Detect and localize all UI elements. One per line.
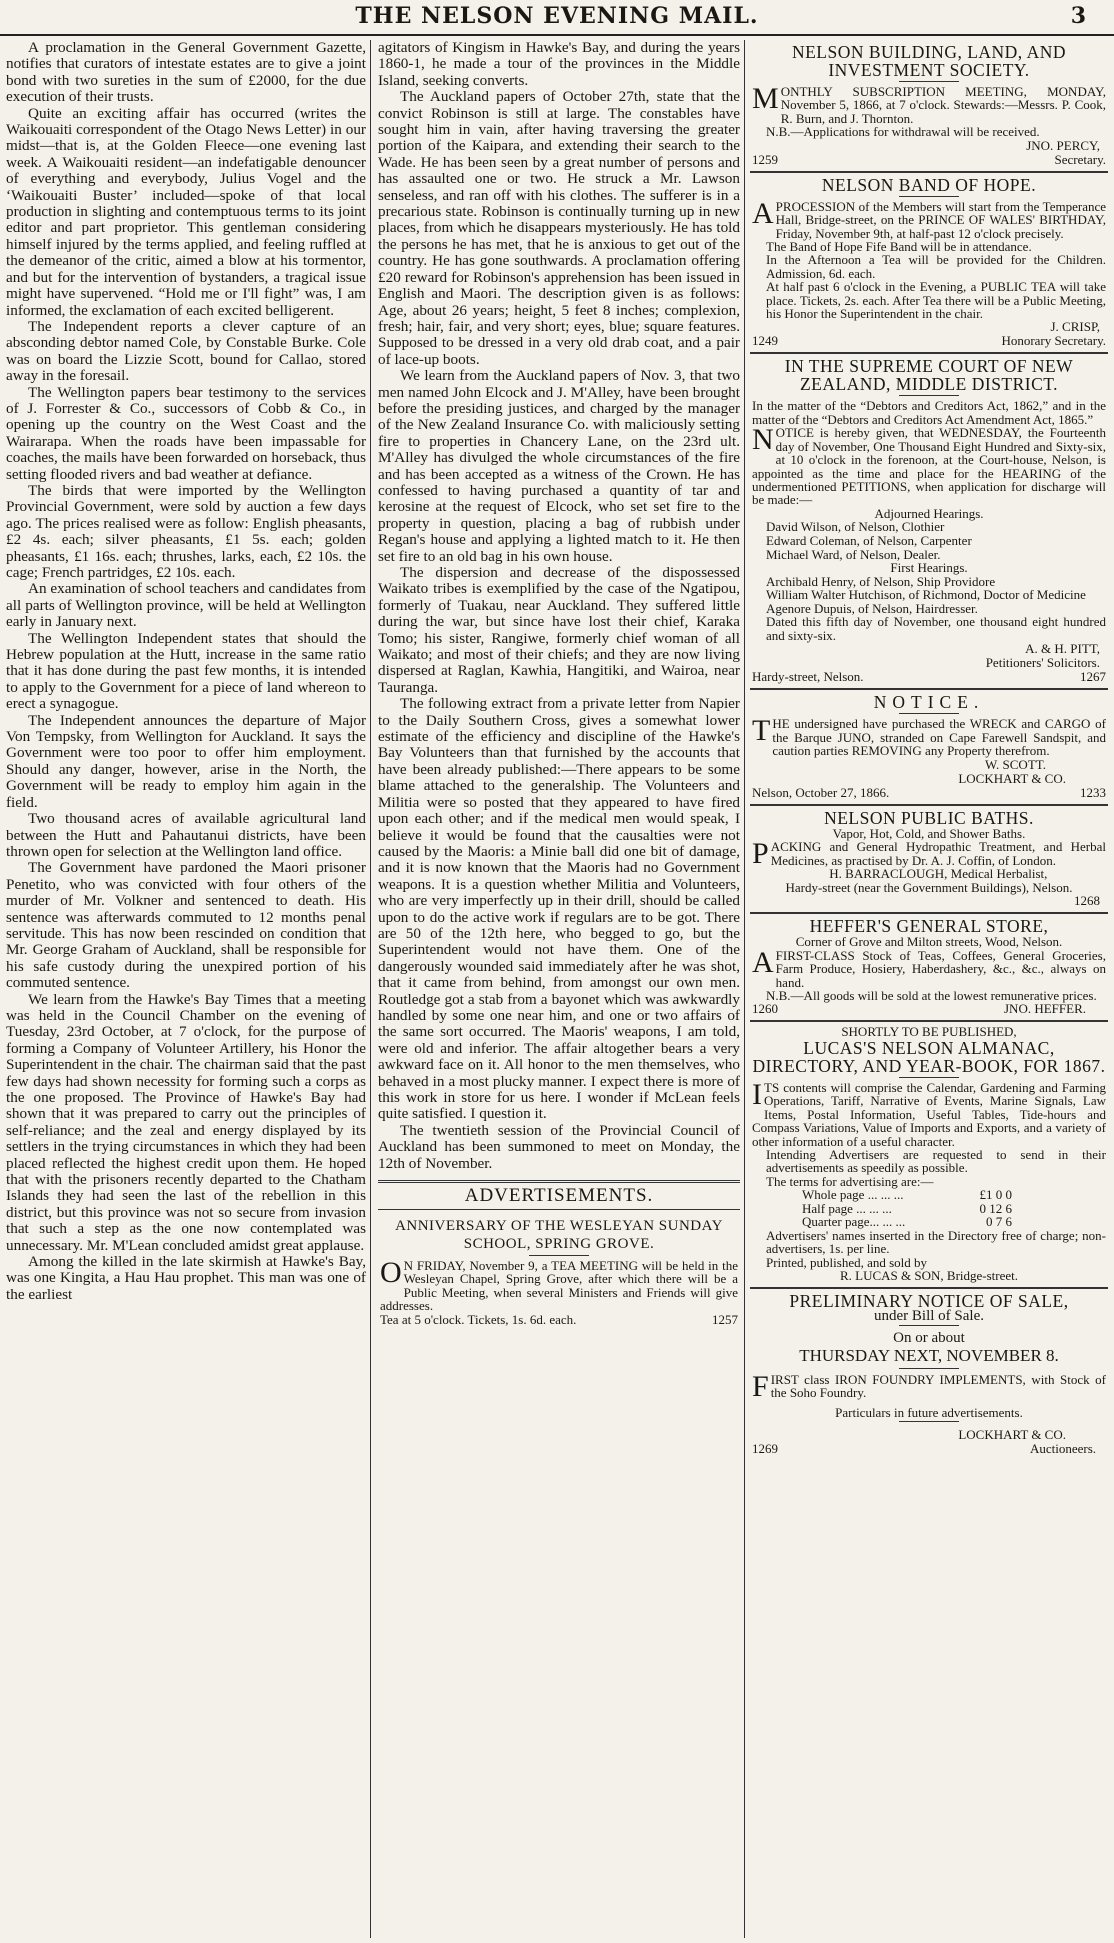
ad-list-item: Edward Coleman, of Nelson, Carpenter — [766, 532, 972, 548]
divider — [899, 713, 959, 714]
ad-body — [752, 1369, 1106, 1403]
ad-text: FIRST-CLASS Stock of Teas, Coffees, General Groceries, Farm Produce, Hosiery, Haberdashery, &c., &c., always on hand. — [775, 947, 1106, 990]
ad-body — [752, 837, 1106, 871]
drop-cap: N — [752, 423, 774, 457]
column-advertisements — [750, 40, 1108, 1938]
news-paragraph: The Wellington Independent states that should the Hebrew population at the Hutt, increase in the same ratio that it has done during the past few months, it is intended to apply to the Government for a piece of land whereon to erect a synagogue. — [6, 629, 366, 713]
ad-footer — [752, 786, 1106, 800]
ad-footer — [380, 1313, 738, 1327]
ad-date: Nelson, October 27, 1866. — [752, 784, 890, 800]
ad-role: Petitioners' Solicitors. — [985, 655, 1100, 671]
ad-text: ACKING and General Hydropathic Treatment, and Herbal Medicines, as practised by Dr. A. J. Coffin, of London. — [770, 839, 1106, 868]
ad-title: PRELIMINARY NOTICE OF SALE, — [789, 1290, 1069, 1311]
news-paragraph: The Government have pardoned the Maori prisoner Penetito, who was convicted with four others of the murder of Mr. Volkner and sentenced to death. His sentence was afterwards commuted to 12 months penal servitude. This has now been rescinded on condition that Mr. George Graham of Auckland, shall be responsible for his safe custody during the unexpired portion of his commuted sentence. — [6, 859, 366, 992]
ad-text: ONTHLY SUBSCRIPTION MEETING, MONDAY, November 5, 1866, at 7 o'clock. Stewards:—Messrs. P. Cook, R. Burn, and J. Thornton. — [780, 84, 1106, 126]
ad-text: IRST class IRON FOUNDRY IMPLEMENTS, with Stock of the Soho Foundry. — [770, 1371, 1106, 1401]
ad-number: 1257 — [712, 1311, 738, 1327]
column-rule — [370, 40, 371, 1938]
ad-subtitle: Corner of Grove and Milton streets, Wood, Nelson. — [795, 934, 1063, 950]
ad-text: TS contents will comprise the Calendar, Gardening and Farming Operations, Tariff, Narrative of Events, Marine Signals, Law Items, Postal Information, Useful Tables, Tide-hours and Compass Variations, Value of Imports and Exports, and a variety of other information of a useful character. — [752, 1079, 1106, 1149]
ad-text: In the matter of the “Debtors and Creditors Act, 1862,” and in the matter of the “Debtors and Creditors Act Amendment Act, 1865.” — [752, 398, 1106, 427]
terms-table — [752, 1188, 1106, 1229]
news-paragraph: The Auckland papers of October 27th, state that the convict Robinson is still at large. The constables have sought him in vain, after having traversing the greater portion of the Kaipara, and extending their search to the Wade. He has been seen by a great number of persons and has assaulted one or two. He struck a Mr. Lawson senseless, and ran off with his clothes. The sufferer is in a precarious state. Robinson is continually turning up in new places, from which he disappears mysteriously. He has told the persons he has met, that he is anxious to get out of the country. He has gone southwards. A proclamation offering £20 reward for Robinson's apprehension has been issued in English and Maori. The description given is as follows: Age, about 26 years; height, 5 feet 8 inches; complexion, fresh; hair, fair, and very short; eyes, blue; square features. Supposed to be dressed in a very old drab coat, and a pair of lace-up boots. — [378, 88, 740, 368]
ad-title: IN THE SUPREME COURT OF NEW ZEALAND, MIDDLE DISTRICT. — [784, 356, 1074, 395]
ad-footer — [752, 1442, 1106, 1456]
page-number: 3 — [1070, 3, 1086, 29]
ad-title: NELSON BAND OF HOPE. — [821, 174, 1037, 195]
drop-cap: M — [752, 82, 779, 115]
ad-text: At half past 6 o'clock in the Evening, a PUBLIC TEA will take place. Tickets, 2s. each. After Tea there will be a Public Meeting, his Honor the Superintendent in the chair. — [766, 279, 1106, 322]
ad-list-item: Archibald Henry, of Nelson, Ship Providore — [766, 573, 996, 589]
ad-number: 1260 — [752, 1001, 778, 1017]
ad-subhead: Adjourned Hearings. — [874, 505, 984, 521]
ad-title: NELSON BUILDING, LAND, AND INVESTMENT SOCIETY. — [791, 42, 1067, 80]
ad-text: PROCESSION of the Members will start from the Temperance Hall, Bridge-street, on the PRINCE OF WALES' BIRTHDAY, Friday, November 9th, at half-past 12 o'clock precisely. — [775, 198, 1106, 241]
divider — [899, 395, 959, 396]
divider — [899, 1421, 959, 1422]
news-paragraph: The dispersion and decrease of the dispossessed Waikato tribes is exemplified by the case of the Ngatipou, formerly of Tuakau, near Auckland. They suffered little during the war, but since have lost their chief, Karaka Tomo; his sister, Rangiwe, formerly chief woman of all Waikato; and most of their chiefs; and they are now living dispersed at Raglan, Kawhia, Hangitiki, and Wairoa, near Tauranga. — [378, 564, 740, 696]
ad-body — [752, 945, 1106, 990]
ad-band-of-hope — [750, 173, 1108, 355]
terms-label: Quarter page... ... ... — [802, 1214, 906, 1230]
terms-amount: £1 0 0 — [979, 1187, 1012, 1203]
ad-pretitle: SHORTLY TO BE PUBLISHED, — [841, 1024, 1017, 1040]
column-rule — [744, 40, 745, 1938]
ad-signer: R. LUCAS & SON, Bridge-street. — [839, 1268, 1019, 1284]
ad-body — [752, 423, 1106, 508]
ad-footer — [752, 153, 1106, 167]
ad-text: In the Afternoon a Tea will be provided for the Children. Admission, 6d. each. — [766, 252, 1106, 281]
news-paragraph: An examination of school teachers and candidates from all parts of Wellington province, will be held at Wellington early in January next. — [6, 580, 366, 631]
ad-text: Intending Advertisers are requested to send in their advertisements as speedily as possible. — [766, 1146, 1106, 1176]
ad-almanac — [750, 1022, 1108, 1288]
ad-number: 1267 — [1080, 669, 1106, 685]
ad-number: 1233 — [1080, 784, 1106, 800]
news-paragraph: The following extract from a private letter from Napier to the Daily Southern Cross, gives a somewhat lower estimate of the efficiency and discipline of the Hawke's Bay Volunteers than that furnished by the accounts that have been already published:—There appears to be some blame attached to the generalship. The Volunteers and Militia were so posted that they appeared to have fired upon each other; and if the medical men would speak, I believe it would be found that the causalties were not caused by the Maoris: a Minie ball did one bit of damage, and it is now known that the Maoris had no Government weapons. It is a question whether Militia and Volunteers, who are very imperfectly up in their drill, should be called upon to do the active work if regulars are to be got. There are 50 of the 12th here, who begged to go, but the Superintendent would not have them. One of the dangerously wounded said immediately after he was shot, that it came from behind, from amongst our own men. Routledge got a stab from a bayonet which was awkwardly handled by some one near him, and one or two affairs of the same sort occurred. The Maoris' weapons, I am told, were old and inferior. The affair altogether bears a very awkward face on it. All honor to the men themselves, who behaved in a most plucky manner. I expect there is more of this work in store for us here. I wonder if McLean feels quite satisfied. I question it. — [378, 695, 740, 1123]
drop-cap: F — [752, 1369, 769, 1403]
divider — [899, 1368, 959, 1369]
ad-signer: JNO. PERCY, — [1026, 137, 1100, 153]
ad-number: 1268 — [1074, 893, 1100, 909]
ad-body — [752, 714, 1106, 759]
ad-list-item: William Walter Hutchison, of Richmond, Doctor of Medicine — [766, 587, 1086, 603]
news-paragraph: Quite an exciting affair has occurred (writes the Waikouaiti correspondent of the Otago News Letter) in our midst—that is, at the Golden Fleece—one evening last week. A Waikouaiti resident—an indefatigable denouncer of everything and everybody, Julius Vogel and the ‘Waikouaiti Buster’ included—spoke of that local production in slighting and contemptuous terms to its joint editor and part proprietor. This gentleman considering himself injured by the terms applied, and feeling ruffled at the demeanor of the critic, aimed a blow at his tormentor, and but for the intervention of bystanders, a tragical issue might have supervened. “Hold me or I'll fight” was, I am informed, the exclamation of each excited belligerent. — [6, 104, 366, 319]
ad-text: Printed, published, and sold by — [766, 1254, 928, 1270]
ad-signer: JNO. HEFFER. — [1004, 1001, 1086, 1017]
ad-subtitle: under Bill of Sale. — [874, 1307, 984, 1324]
ad-signer: LOCKHART & CO. — [958, 770, 1066, 786]
newspaper-title: THE NELSON EVENING MAIL. — [355, 3, 759, 29]
divider — [899, 1077, 959, 1078]
ad-title: NELSON PUBLIC BATHS. — [824, 807, 1034, 828]
ad-list-item: Agenore Dupuis, of Nelson, Hairdresser. — [766, 600, 978, 616]
ad-signer: H. BARRACLOUGH, Medical Herbalist, — [829, 865, 1048, 881]
ad-body — [380, 1256, 738, 1314]
drop-cap: P — [752, 837, 769, 871]
ad-signer: LOCKHART & CO. — [958, 1427, 1066, 1443]
ad-note: N.B.—Applications for withdrawal will be received. — [766, 124, 1040, 140]
news-paragraph: We learn from the Auckland papers of Nov. 3, that two men named John Elcock and J. M'Alley, have been brought before the presiding justices, and charged by the manager of the New Zealand Insurance Co. with maliciously setting fire to properties in Chancery Lane, on the 23rd ult. M'Alley has divulged the whole circumstances of the fire and has been accepted as a witness of the Crown. He has confessed to having purchased a quantity of tar and kerosine at the request of Elcock, who set set fire to the property in question, placing a bag of rubbish under Regan's house and applying a lighted match to it. He then set fire to an old bag in his own house. — [378, 367, 740, 565]
news-paragraph: Among the killed in the late skirmish at Hawke's Bay, was one Kingita, a Hau Hau prophet. This man was one of the earliest — [6, 1253, 366, 1303]
divider — [899, 1325, 959, 1326]
ad-role: Auctioneers. — [1029, 1441, 1096, 1457]
masthead — [0, 0, 1114, 36]
ad-address: Hardy-street, Nelson. — [752, 669, 864, 685]
ad-building-society — [750, 40, 1108, 173]
ad-number: 1269 — [752, 1441, 778, 1457]
divider — [899, 196, 959, 197]
news-paragraph: We learn from the Hawke's Bay Times that a meeting was held in the Council Chamber on the evening of Tuesday, 23rd October, at 7 o'clock, for the purpose of forming a Company of Volunteer Artillery, his Honor the Superintendent in the chair. The chairman said that the past few days had shown necessity for forming such a corps as the one proposed. The Province of Hawke's Bay had shown that it was prepared to carry out the principles of self-reliance; and the zeal and energy displayed by its settlers in the trying circumstances in which they had been placed reflected the highest credit upon them. He hoped that with the prisoners recently departed to the Chatham Islands they had seen the last of the rebellion in this district, but this province was not so secure from invasion that such a step as the one now contemplated was unnecessary. Mr. M'Lean concluded amidst great applause. — [6, 990, 366, 1254]
advertisements-heading: ADVERTISEMENTS. — [378, 1180, 740, 1210]
ad-signer: A. & H. PITT, — [1025, 641, 1100, 657]
ad-supreme-court — [750, 354, 1108, 690]
news-paragraph: agitators of Kingism in Hawke's Bay, and during the years 1860-1, he made a tour of the provinces in the Middle Island, seeking converts. — [378, 40, 740, 89]
ad-body — [752, 82, 1106, 126]
ad-subtitle: Vapor, Hot, Cold, and Shower Baths. — [832, 825, 1026, 841]
terms-row — [802, 1202, 1106, 1216]
drop-cap: O — [380, 1256, 402, 1290]
ad-subhead: First Hearings. — [890, 560, 968, 576]
drop-cap: A — [752, 196, 774, 230]
ad-title: HEFFER'S GENERAL STORE, — [809, 916, 1049, 937]
ad-text: On or about — [893, 1330, 965, 1347]
ad-body — [752, 1077, 1106, 1149]
ad-public-baths — [750, 806, 1108, 915]
ad-title: NOTICE. — [873, 692, 985, 713]
ad-role: Honorary Secretary. — [1001, 333, 1106, 349]
ad-footer — [752, 334, 1106, 348]
divider — [899, 81, 959, 82]
drop-cap: T — [752, 714, 771, 748]
ad-text: The Band of Hope Fife Band will be in attendance. — [766, 239, 1032, 255]
ad-signer: J. CRISP, — [1050, 319, 1100, 335]
news-paragraph: The Independent reports a clever capture of an absconding debtor named Cole, by Constable Burke. Cole was on board the Lizzie Scott, bound for Callao, stored away in the foresail. — [6, 317, 366, 385]
news-paragraph: The twentieth session of the Provincial Council of Auckland has been summoned to meet on Monday, the 12th of November. — [378, 1121, 740, 1172]
terms-amount: 0 7 6 — [986, 1214, 1012, 1230]
ad-date: THURSDAY NEXT, NOVEMBER 8. — [799, 1345, 1059, 1365]
terms-row — [802, 1215, 1106, 1229]
ad-text: Dated this fifth day of November, one thousand eight hundred and sixty-six. — [766, 614, 1106, 643]
ad-list-item: Michael Ward, of Nelson, Dealer. — [766, 546, 941, 562]
ad-address: Hardy-street (near the Government Buildings), Nelson. — [785, 879, 1073, 895]
column-news-2 — [378, 40, 740, 1938]
news-paragraph: Two thousand acres of available agricultural land between the Hutt and Pahautanui districts, have been thrown open for selection at the Wellington land office. — [6, 810, 366, 860]
ad-title: ANNIVERSARY OF THE WESLEYAN SUNDAY SCHOOL, SPRING GROVE. — [395, 1218, 723, 1253]
terms-amount: 0 12 6 — [979, 1200, 1012, 1216]
terms-label: Whole page ... ... ... — [802, 1187, 904, 1203]
ad-sale — [750, 1289, 1108, 1461]
ad-foot-text: Tea at 5 o'clock. Tickets, 1s. 6d. each. — [380, 1311, 577, 1327]
news-paragraph: The birds that were imported by the Wellington Provincial Government, were sold by auction a few days ago. The prices realised were as follow: English pheasants, £2 4s. each; silver pheasants, £1 5s. each; golden pheasants, £1 16s. each; thrushes, larks, each, £2 10s. the cage; French partridges, £2 10s. each. — [6, 481, 366, 581]
ad-role: Secretary. — [1054, 151, 1106, 167]
terms-label: Half page ... ... ... — [802, 1200, 892, 1216]
news-paragraph: The Wellington papers bear testimony to the services of J. Forrester & Co., successors of Cobb & Co., in opening up the country on the West Coast and the Wairarapa. When the roads have been impassable for coaches, the mails have been forwarded on horseback, thus setting flooded rivers and bad weather at defiance. — [6, 383, 366, 483]
ad-text: HE undersigned have purchased the WRECK and CARGO of the Barque JUNO, stranded on Cape Farewell Sandspit, and caution parties REMOVING any Property therefrom. — [772, 716, 1106, 759]
ad-wesleyan — [378, 1214, 740, 1331]
ad-body — [752, 196, 1106, 241]
news-paragraph: The Independent announces the departure of Major Von Tempsky, from Wellington for Auckland. It says the Government were too poor to offer him employment. Should any danger, however, arise in the North, the Government will be ready to employ him again in the field. — [6, 711, 366, 811]
news-paragraph: A proclamation in the General Government Gazette, notifies that curators of intestate estates are to give a joint bond with two sureties in the sum of £2000, for the due execution of their trusts. — [6, 40, 366, 106]
column-news-1 — [6, 40, 366, 1938]
ad-footer — [752, 670, 1106, 684]
drop-cap: I — [752, 1077, 762, 1111]
ad-text: Advertisers' names inserted in the Directory free of charge; non-advertisers, 1s. per line. — [766, 1227, 1106, 1257]
ad-number: 1259 — [752, 151, 778, 167]
ad-text: OTICE is hereby given, that WEDNESDAY, the Fourteenth day of November, One Thousand Eight Hundred and Sixty-six, at 10 o'clock in the forenoon, at the Court-house, Nelson, is appointed as the time and place for the HEARING of the undermentioned PETITIONS, when application for discharge will be made:— — [752, 425, 1106, 508]
ad-heffer-store — [750, 914, 1108, 1022]
ad-note: N.B.—All goods will be sold at the lowest remunerative prices. — [766, 987, 1097, 1003]
ad-signer: W. SCOTT. — [984, 756, 1046, 772]
drop-cap: A — [752, 945, 774, 979]
ad-footer — [752, 1002, 1106, 1016]
ad-list-item: David Wilson, of Nelson, Clothier — [766, 519, 945, 535]
ad-text: Particulars in future advertisements. — [835, 1404, 1023, 1420]
ad-title: LUCAS'S NELSON ALMANAC, DIRECTORY, AND YEAR-BOOK, FOR 1867. — [752, 1037, 1106, 1076]
ad-number: 1249 — [752, 333, 778, 349]
divider — [529, 1255, 589, 1256]
ad-text: The terms for advertising are:— — [766, 1173, 934, 1189]
ad-notice — [750, 690, 1108, 805]
terms-row — [802, 1188, 1106, 1202]
ad-text: N FRIDAY, November 9, a TEA MEETING will be held in the Wesleyan Chapel, Spring Grove, after which there will be a Public Meeting, when several Ministers and Friends will give addresses. — [380, 1258, 738, 1314]
